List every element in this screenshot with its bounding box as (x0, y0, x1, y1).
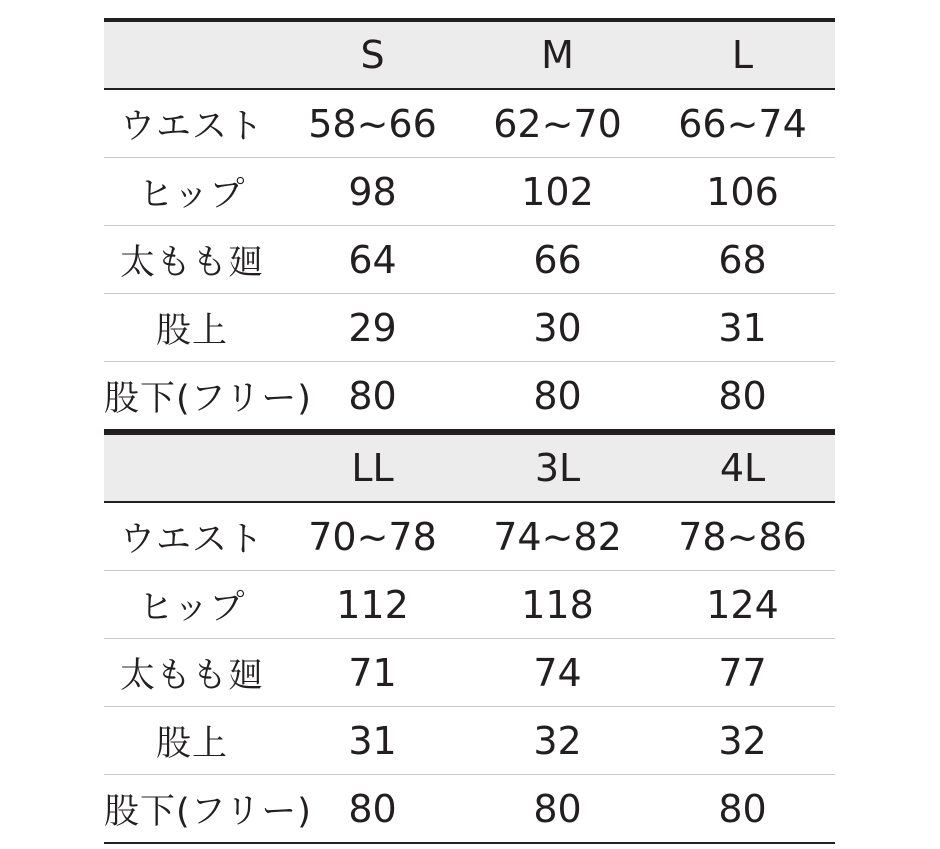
row-label: ヒップ (138, 174, 246, 215)
value-cell: 74~82 (493, 514, 622, 559)
value-cell: 29 (348, 305, 397, 350)
value-cell: 62~70 (493, 101, 622, 146)
row-label: 股下(フリー) (104, 791, 312, 832)
value-cell: 71 (348, 650, 397, 695)
value-cell: 80 (348, 786, 397, 831)
table-row-inseam (104, 362, 835, 431)
row-label: 股下(フリー) (104, 378, 312, 419)
value-cell: 58~66 (308, 101, 437, 146)
size-chart-table (104, 18, 835, 844)
size-block-2 (104, 431, 835, 844)
row-label: ウエスト (119, 106, 264, 147)
table-row-rise (104, 707, 835, 775)
value-cell: 112 (336, 582, 409, 627)
value-cell: 80 (533, 373, 582, 418)
value-cell: 106 (706, 169, 779, 214)
row-label: 太もも廻 (119, 242, 264, 283)
row-label: 股上 (155, 310, 228, 351)
row-label: ヒップ (138, 587, 246, 628)
value-cell: 30 (533, 305, 582, 350)
value-cell: 31 (348, 718, 397, 763)
table-row-thigh (104, 639, 835, 707)
value-cell: 32 (718, 718, 767, 763)
value-cell: 64 (348, 237, 397, 282)
size-header: L (731, 33, 754, 77)
value-cell: 80 (348, 373, 397, 418)
table-row-inseam (104, 775, 835, 844)
value-cell: 80 (718, 786, 767, 831)
row-label: ウエスト (119, 519, 264, 560)
value-cell: 80 (718, 373, 767, 418)
value-cell: 66 (533, 237, 582, 282)
value-cell: 68 (718, 237, 767, 282)
value-cell: 124 (706, 582, 779, 627)
table-row-hip (104, 158, 835, 226)
value-cell: 98 (348, 169, 397, 214)
table-row-rise (104, 294, 835, 362)
size-header: S (360, 33, 385, 77)
value-cell: 78~86 (678, 514, 807, 559)
size-header: 3L (534, 446, 581, 490)
value-cell: 80 (533, 786, 582, 831)
size-header: LL (351, 446, 394, 490)
value-cell: 118 (521, 582, 594, 627)
size-block-1 (104, 18, 835, 431)
value-cell: 31 (718, 305, 767, 350)
row-label: 股上 (155, 723, 228, 764)
size-header: M (541, 33, 574, 77)
value-cell: 32 (533, 718, 582, 763)
size-header-row (104, 431, 835, 503)
value-cell: 74 (533, 650, 582, 695)
value-cell: 102 (521, 169, 594, 214)
table-row-waist (104, 503, 835, 571)
table-row-thigh (104, 226, 835, 294)
value-cell: 70~78 (308, 514, 437, 559)
value-cell: 77 (718, 650, 767, 695)
size-header-row (104, 18, 835, 90)
value-cell: 66~74 (678, 101, 807, 146)
table-row-waist (104, 90, 835, 158)
size-header: 4L (719, 446, 766, 490)
row-label: 太もも廻 (119, 655, 264, 696)
table-row-hip (104, 571, 835, 639)
